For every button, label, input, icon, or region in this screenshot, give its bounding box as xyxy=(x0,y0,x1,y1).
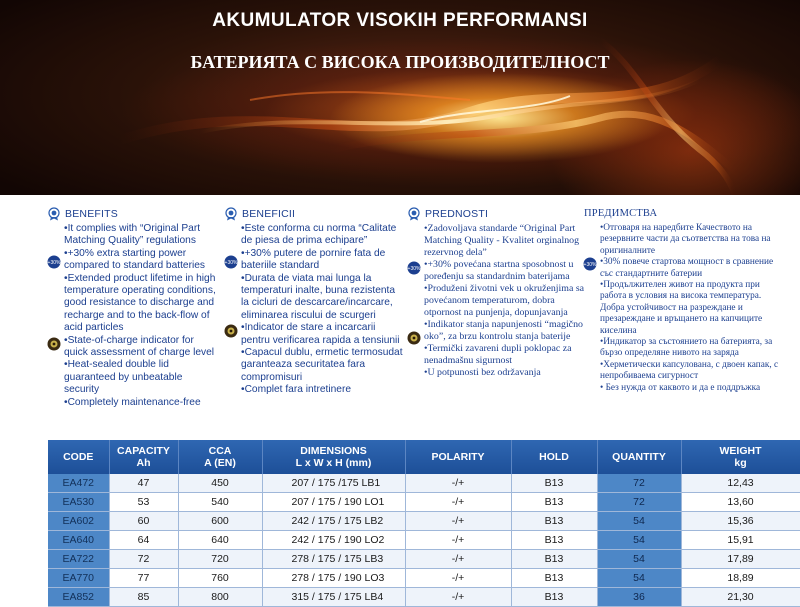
benefit-item: •Отговаря на наредбите Качеството на резервните части да съответства на това на оригиналните xyxy=(600,223,771,256)
cell-polarity: -/+ xyxy=(405,493,511,512)
charge-eye-icon xyxy=(224,324,238,338)
header-hold: HOLD xyxy=(511,440,597,474)
header-quantity: QUANTITY xyxy=(597,440,681,474)
cell-capacity: 60 xyxy=(109,512,178,531)
title-en: AKUMULATOR VISOKIH PERFORMANSI xyxy=(212,10,588,31)
column-heading xyxy=(225,206,403,222)
cell-dimensions: 242 / 175 / 175 LB2 xyxy=(262,512,405,531)
benefit-item: •Продължителен живот на продукта при работа в условия на висока температура. Добра устойчивост на разреждане и презареждане и връщането на капчиците киселина xyxy=(600,280,763,336)
cell-code: EA602 xyxy=(48,512,109,531)
table-row xyxy=(48,550,800,569)
cell-capacity: 77 xyxy=(109,569,178,588)
column-title: ПРЕДИМСТВА xyxy=(584,208,658,220)
cell-weight: 17,89 xyxy=(681,550,800,569)
benefit-item: •Индикатор за състоянието на батерията, за бързо определяне нивото на заряда xyxy=(600,337,773,359)
cell-cca: 540 xyxy=(178,493,262,512)
cell-code: EA770 xyxy=(48,569,109,588)
header-cca: CCA A (EN) xyxy=(178,440,262,474)
benefits-column-ro xyxy=(225,206,403,396)
benefit-item xyxy=(48,248,220,273)
benefits-column-bg xyxy=(584,206,784,396)
cell-polarity: -/+ xyxy=(405,512,511,531)
plus-30-percent-icon xyxy=(47,255,61,269)
badge-label: +30% xyxy=(407,266,421,273)
cell-cca: 640 xyxy=(178,531,262,550)
badge-label: +30% xyxy=(583,262,597,269)
cell-capacity: 47 xyxy=(109,474,178,493)
column-title: PREDNOSTI xyxy=(425,208,489,220)
cell-capacity: 53 xyxy=(109,493,178,512)
benefit-item: •Este conforma cu norma “Calitate de piesa de prima echipare” xyxy=(241,223,397,247)
cell-polarity: -/+ xyxy=(405,531,511,550)
header-capacity: CAPACITY Ah xyxy=(109,440,178,474)
title-bg: БАТЕРИЯТА С ВИСОКА ПРОИЗВОДИТЕЛНОСТ xyxy=(190,52,610,72)
cell-quantity: 72 xyxy=(597,493,681,512)
cell-quantity: 54 xyxy=(597,569,681,588)
cell-code: EA852 xyxy=(48,588,109,607)
cell-dimensions: 207 / 175 / 190 LO1 xyxy=(262,493,405,512)
award-ribbon-icon xyxy=(224,207,238,221)
cell-quantity: 54 xyxy=(597,550,681,569)
benefit-item: • Без нужда от каквото и да е поддръжка xyxy=(600,382,761,393)
header-code: CODE xyxy=(48,440,109,474)
benefits-column-sr xyxy=(408,206,586,396)
table-row xyxy=(48,493,800,512)
cell-cca: 600 xyxy=(178,512,262,531)
benefit-item xyxy=(584,257,784,280)
benefit-text: •State-of-charge indicator for quick assessment of charge level xyxy=(64,334,215,359)
benefit-text: •+30% putere de pornire fata de bateriile standard xyxy=(241,247,386,272)
cell-hold: B13 xyxy=(511,550,597,569)
benefit-text: •30% повече стартова мощност в сравнение със стандартните батерии xyxy=(600,257,774,279)
column-title: BENEFICII xyxy=(242,207,296,220)
award-ribbon-icon xyxy=(47,207,61,221)
cell-hold: B13 xyxy=(511,531,597,550)
cell-dimensions: 242 / 175 / 190 LO2 xyxy=(262,531,405,550)
benefit-item: •Heat-sealed double lid guaranteed by unbeatable security xyxy=(64,359,183,396)
benefit-text: •+30% extra starting power compared to standard batteries xyxy=(64,247,206,272)
cell-code: EA640 xyxy=(48,531,109,550)
cell-code: EA530 xyxy=(48,493,109,512)
cell-polarity: -/+ xyxy=(405,588,511,607)
cell-capacity: 85 xyxy=(109,588,178,607)
benefit-text: •Indikator stanja napunjenosti “magično oko”, za brzu kontrolu stanja baterije xyxy=(424,319,583,342)
cell-polarity: -/+ xyxy=(405,550,511,569)
table-row xyxy=(48,474,800,493)
header-weight: WEIGHT kg xyxy=(681,440,800,474)
cell-capacity: 64 xyxy=(109,531,178,550)
cell-code: EA472 xyxy=(48,474,109,493)
benefit-item: •Zadovoljava standarde “Original Part Matching Quality - Kvalitet orginalnog rezervnog dela” xyxy=(424,223,580,258)
cell-weight: 15,91 xyxy=(681,531,800,550)
award-ribbon-icon xyxy=(407,207,421,221)
table-row xyxy=(48,569,800,588)
cell-cca: 450 xyxy=(178,474,262,493)
benefit-item: •It complies with “Original Part Matching Quality” regulations xyxy=(64,223,201,247)
charge-eye-icon xyxy=(47,337,61,351)
cell-weight: 21,30 xyxy=(681,588,800,607)
benefit-item: •Durata de viata mai lunga la temperaturi inalte, buna rezistenta la cicluri de descarcare/incarcare, eliminarea riscului de scurgeri xyxy=(241,272,396,321)
cell-dimensions: 278 / 175 / 190 LO3 xyxy=(262,569,405,588)
cell-quantity: 54 xyxy=(597,512,681,531)
table-row xyxy=(48,588,800,607)
cell-quantity: 72 xyxy=(597,474,681,493)
cell-hold: B13 xyxy=(511,588,597,607)
benefit-item xyxy=(225,248,403,273)
benefit-item: •Produženi životni vek u okruženjima sa povećanom temperaturom, dobra otpornost na punjenja, dopunjavanja xyxy=(424,283,585,318)
cell-weight: 15,36 xyxy=(681,512,800,531)
cell-dimensions: 207 / 175 /175 LB1 xyxy=(262,474,405,493)
plus-30-percent-icon xyxy=(583,257,597,271)
benefit-item xyxy=(48,335,220,360)
table-row xyxy=(48,531,800,550)
plus-30-percent-icon xyxy=(407,261,421,275)
cell-hold: B13 xyxy=(511,474,597,493)
badge-label: +30% xyxy=(224,260,238,267)
benefit-item: •Complet fara intretinere xyxy=(241,384,352,396)
column-heading xyxy=(48,206,220,222)
column-heading xyxy=(584,206,784,222)
cell-capacity: 72 xyxy=(109,550,178,569)
cell-weight: 18,89 xyxy=(681,569,800,588)
benefit-item: •Termički zavareni dupli poklopac za nenadmašnu sigurnost xyxy=(424,343,572,366)
cell-quantity: 36 xyxy=(597,588,681,607)
cell-cca: 760 xyxy=(178,569,262,588)
cell-polarity: -/+ xyxy=(405,569,511,588)
benefit-item: •Extended product lifetime in high temperature operating conditions, good resistance to discharge and recharge and to the back-flow of acid particles xyxy=(64,272,216,334)
benefit-text: •Indicator de stare a incarcarii pentru verificarea rapida a tensiunii xyxy=(241,322,400,346)
benefit-item: •Capacul dublu, ermetic termosudat garanteaza securitatea fara compromisuri xyxy=(241,347,403,383)
cell-dimensions: 315 / 175 / 175 LB4 xyxy=(262,588,405,607)
table-header-row xyxy=(48,440,800,474)
header-polarity: POLARITY xyxy=(405,440,511,474)
cell-hold: B13 xyxy=(511,569,597,588)
table-row xyxy=(48,512,800,531)
cell-hold: B13 xyxy=(511,493,597,512)
header-dimensions: DIMENSIONS L x W x H (mm) xyxy=(262,440,405,474)
benefit-item: •Херметически капсулована, с двоен капак, с непробиваема сигурност xyxy=(600,359,779,382)
cell-hold: B13 xyxy=(511,512,597,531)
benefit-item: •U potpunosti bez održavanja xyxy=(424,367,541,378)
cell-code: EA722 xyxy=(48,550,109,569)
battery-spec-table xyxy=(48,440,800,607)
benefit-item xyxy=(408,319,586,343)
badge-label: +30% xyxy=(47,260,61,267)
cell-cca: 720 xyxy=(178,550,262,569)
cell-weight: 12,43 xyxy=(681,474,800,493)
column-title: BENEFITS xyxy=(65,207,118,220)
cell-cca: 800 xyxy=(178,588,262,607)
benefits-column-en xyxy=(47,206,220,408)
plus-30-percent-icon xyxy=(224,255,238,269)
benefit-item: •Completely maintenance-free xyxy=(64,396,201,408)
benefit-item xyxy=(408,259,586,283)
cell-dimensions: 278 / 175 / 175 LB3 xyxy=(262,550,405,569)
benefit-text: •+30% povećana startna sposobnost u poređenju sa standardnim baterijama xyxy=(424,259,574,282)
cell-polarity: -/+ xyxy=(405,474,511,493)
benefit-item xyxy=(225,322,403,347)
column-heading xyxy=(408,206,586,222)
hero-banner xyxy=(0,0,800,195)
cell-quantity: 54 xyxy=(597,531,681,550)
cell-weight: 13,60 xyxy=(681,493,800,512)
